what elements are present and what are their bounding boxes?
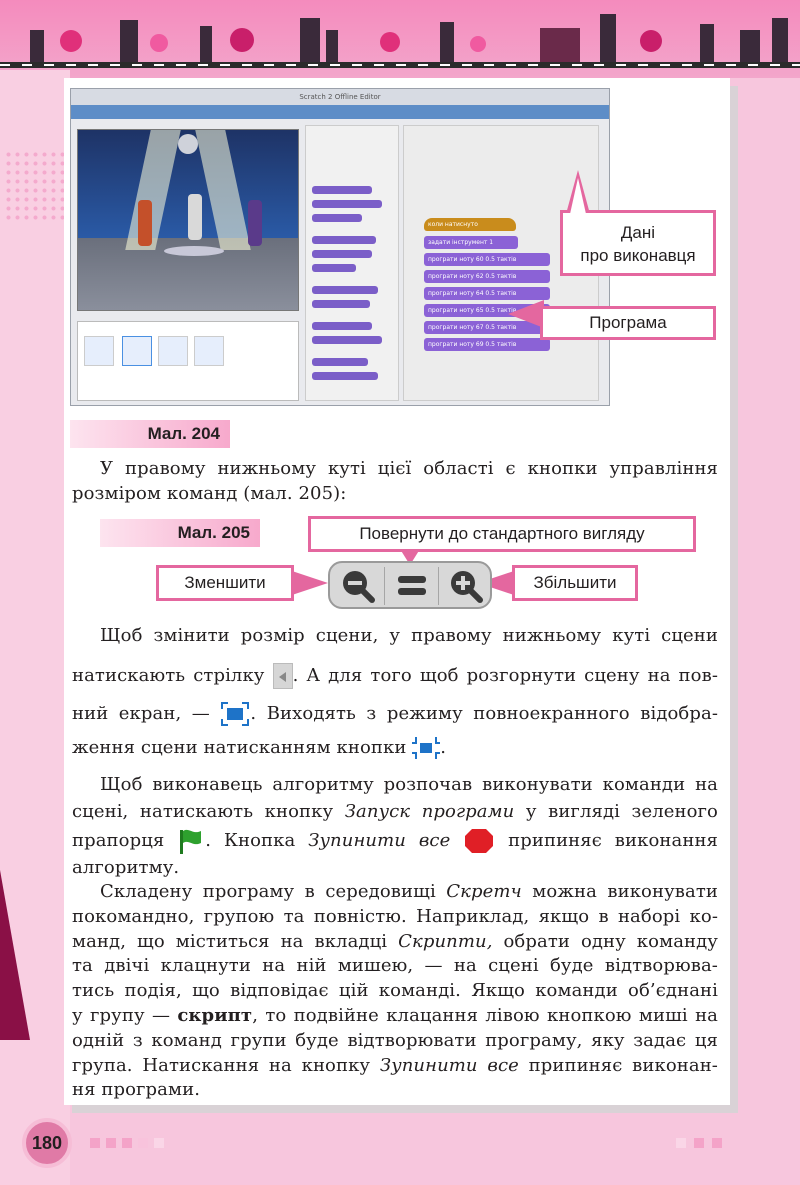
text-run: . bbox=[440, 737, 447, 758]
callout-reset-zoom: Повернути до стандартного вигляду bbox=[308, 516, 696, 552]
text-run: . Виходять з режиму повноекранного відобра- bbox=[250, 703, 719, 724]
text-run: група. Натискання на кнопку bbox=[72, 1054, 380, 1076]
script-block: програти ноту 62 0.5 тактів bbox=[424, 270, 550, 283]
script-block: програти ноту 69 0.5 тактів bbox=[424, 338, 550, 351]
paragraph-4-line bbox=[72, 880, 718, 905]
callout-arrow-zoom-out bbox=[292, 571, 328, 595]
callout-arrow-performer-inner bbox=[570, 178, 586, 214]
paragraph-3-line bbox=[72, 826, 718, 856]
text-run-italic: Скретч bbox=[446, 881, 522, 902]
callout-zoom-out: Зменшити bbox=[156, 565, 294, 601]
zoom-reset-button[interactable] bbox=[388, 565, 436, 605]
paragraph-4-line bbox=[72, 1004, 718, 1029]
zoom-out-icon bbox=[334, 565, 382, 605]
paragraph-2-line bbox=[72, 661, 718, 691]
footer-decoration bbox=[154, 1138, 164, 1148]
paragraph-4-line bbox=[72, 930, 718, 955]
footer-decoration bbox=[106, 1138, 116, 1148]
text-run: ження сцени натисканням кнопки bbox=[72, 737, 407, 758]
footer-decoration bbox=[138, 1138, 148, 1148]
paragraph-1-line: У правому нижньому куті цієї області є кнопки управління bbox=[100, 458, 718, 479]
script-block: програти ноту 64 0.5 тактів bbox=[424, 287, 550, 300]
paragraph-1 bbox=[72, 456, 718, 506]
equals-icon bbox=[388, 565, 436, 605]
footer-decoration bbox=[694, 1138, 704, 1148]
stop-sign-icon[interactable] bbox=[463, 827, 495, 855]
script-block: програти ноту 65 0.5 тактів bbox=[424, 304, 550, 317]
text-run-italic: Запуск програми bbox=[344, 801, 515, 822]
footer-decoration bbox=[122, 1138, 132, 1148]
script-block: програти ноту 67 0.5 тактів bbox=[424, 321, 550, 334]
footer-decoration bbox=[676, 1138, 686, 1148]
text-run: припиняє виконання bbox=[508, 830, 719, 851]
stage-resize-arrow-icon[interactable] bbox=[273, 663, 293, 689]
text-run: припиняє виконан- bbox=[518, 1054, 718, 1076]
footer-decoration bbox=[712, 1138, 722, 1148]
text-run: . Кнопка bbox=[205, 830, 309, 851]
paragraph-3 bbox=[72, 772, 718, 880]
callout-performer-data bbox=[560, 210, 716, 276]
paragraph-3-line: Щоб виконавець алгоритму розпочав виконувати команди на bbox=[100, 774, 718, 795]
callout-performer-line2: про виконавця bbox=[580, 246, 696, 265]
callout-arrow-program bbox=[508, 300, 544, 328]
paragraph-1-line: розміром команд (мал. 205): bbox=[72, 483, 347, 504]
paragraph-3-line bbox=[72, 798, 718, 826]
text-run-italic: Скрипти, bbox=[398, 930, 493, 952]
text-run-bold: скрипт bbox=[177, 1004, 253, 1026]
paragraph-3-line: алгоритму. bbox=[72, 857, 180, 878]
text-run: , то подвійне клацання лівою кнопкою миші на bbox=[252, 1004, 718, 1026]
paragraph-4-line: тись подія, що відповідає цій команді. Якщо команди об’єднані bbox=[72, 980, 718, 1002]
fullscreen-icon[interactable] bbox=[220, 701, 250, 727]
scratch-screenshot bbox=[70, 88, 610, 406]
callout-program: Програма bbox=[540, 306, 716, 340]
paragraph-4-line bbox=[72, 1054, 718, 1079]
paragraph-4-line: та двічі клацнути на ній мишею, — на сцені буде відтворюва- bbox=[72, 955, 718, 977]
stage-area bbox=[77, 129, 299, 311]
text-run: можна виконувати bbox=[521, 881, 718, 902]
text-run: у групу — bbox=[72, 1004, 178, 1026]
zoom-in-button[interactable] bbox=[442, 565, 490, 605]
text-run-italic: Зупинити все bbox=[379, 1054, 519, 1076]
exit-fullscreen-icon[interactable] bbox=[412, 735, 440, 761]
text-run: у вигляді зеленого bbox=[514, 801, 718, 822]
paragraph-4-line: ня програми. bbox=[72, 1079, 201, 1101]
window-title: Scratch 2 Offline Editor bbox=[71, 89, 609, 105]
paragraph-2 bbox=[72, 622, 718, 763]
paragraph-4-line: покомандно, групою та повністю. Наприклад, якщо в наборі ко- bbox=[72, 905, 718, 927]
script-hat-block: коли натиснуто bbox=[424, 218, 516, 231]
zoom-out-button[interactable] bbox=[334, 565, 382, 605]
text-run: натискають стрілку bbox=[72, 665, 265, 686]
figure-204-label: Мал. 204 bbox=[70, 420, 230, 448]
script-block: програти ноту 60 0.5 тактів bbox=[424, 253, 550, 266]
green-flag-icon[interactable] bbox=[177, 827, 205, 855]
figure-205-label: Мал. 205 bbox=[100, 519, 260, 547]
paragraph-2-line: Щоб змінити розмір сцени, у правому нижньому куті сцени bbox=[100, 625, 718, 646]
paragraph-4 bbox=[72, 880, 718, 1103]
zoom-controls bbox=[328, 561, 492, 609]
script-block: задати інструмент 1 bbox=[424, 236, 518, 249]
header-city-illustration bbox=[0, 0, 800, 78]
text-run: обрати одну команду bbox=[492, 930, 718, 952]
callout-zoom-in: Збільшити bbox=[512, 565, 638, 601]
text-run: сцені, натискають кнопку bbox=[72, 801, 345, 822]
paragraph-2-line bbox=[72, 699, 718, 729]
paragraph-2-line bbox=[72, 733, 718, 763]
text-run: ний екран, — bbox=[72, 703, 210, 724]
zoom-in-icon bbox=[442, 565, 490, 605]
footer-decoration bbox=[90, 1138, 100, 1148]
text-run: . А для того щоб розгорнути сцену на пов- bbox=[292, 665, 719, 686]
left-wedge-decoration bbox=[0, 870, 30, 1040]
blocks-palette bbox=[305, 125, 399, 401]
text-run: прапорця bbox=[72, 830, 165, 851]
paragraph-4-line: одній з команд групи буде відтворювати програму, яку задає ця bbox=[72, 1029, 718, 1051]
text-run-italic: Зупинити все bbox=[308, 830, 451, 851]
sprites-pane bbox=[77, 321, 299, 401]
page-number: 180 bbox=[22, 1118, 72, 1168]
text-run: манд, що міститься на вкладці bbox=[72, 930, 399, 952]
callout-performer-line1: Дані bbox=[620, 223, 656, 242]
text-run: Складену програму в середовищі bbox=[100, 881, 447, 902]
menu-bar bbox=[71, 105, 609, 119]
